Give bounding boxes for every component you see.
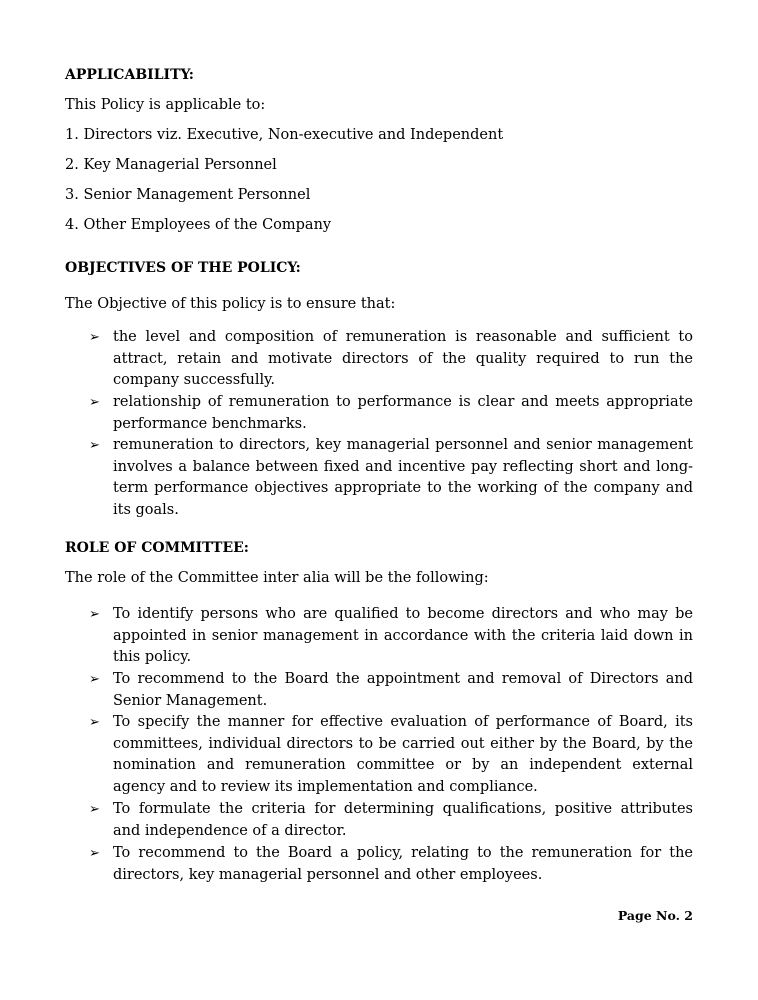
applicability-item: 4. Other Employees of the Company <box>65 217 332 233</box>
bullet-arrow-icon: ➢ <box>89 846 100 861</box>
role-bullet-text: To identify persons who are qualified to become directors and who may be appointed in senior management in accordance with the criteria laid down in this policy. <box>113 606 693 666</box>
bullet-arrow-icon: ➢ <box>89 330 100 345</box>
bullet-arrow-icon: ➢ <box>89 715 100 730</box>
objectives-heading: OBJECTIVES OF THE POLICY: <box>65 260 301 276</box>
objectives-intro: The Objective of this policy is to ensure that: <box>65 296 396 312</box>
applicability-item: 3. Senior Management Personnel <box>65 187 311 203</box>
bullet-arrow-icon: ➢ <box>89 607 100 622</box>
applicability-item: 2. Key Managerial Personnel <box>65 157 277 173</box>
applicability-heading: APPLICABILITY: <box>65 67 194 83</box>
objectives-bullet-text: relationship of remuneration to performance is clear and meets appropriate performance benchmarks. <box>113 394 693 432</box>
role-heading: ROLE OF COMMITTEE: <box>65 540 249 556</box>
role-bullet-text: To specify the manner for effective evaluation of performance of Board, its committees, individual directors to be carried out either by the Board, by the nomination and remuneration committee or by an independent external agency and to review its implementation and compliance. <box>113 714 693 796</box>
applicability-item: 1. Directors viz. Executive, Non-executive and Independent <box>65 127 504 143</box>
role-bullet-text: To formulate the criteria for determining qualifications, positive attributes and independence of a director. <box>113 801 693 839</box>
role-bullet-text: To recommend to the Board the appointment and removal of Directors and Senior Management. <box>113 671 693 709</box>
page-number: Page No. 2 <box>617 908 693 923</box>
bullet-arrow-icon: ➢ <box>89 672 100 687</box>
objectives-bullet-text: the level and composition of remuneration is reasonable and sufficient to attract, retain and motivate directors of the quality required to run the company successfully. <box>113 329 693 389</box>
role-bullet-text: To recommend to the Board a policy, relating to the remuneration for the directors, key managerial personnel and other employees. <box>113 845 693 883</box>
bullet-arrow-icon: ➢ <box>89 802 100 817</box>
bullet-arrow-icon: ➢ <box>89 395 100 410</box>
applicability-intro: This Policy is applicable to: <box>65 97 266 113</box>
objectives-bullet-text: remuneration to directors, key managerial personnel and senior management involves a balance between fixed and incentive pay reflecting short and long-term performance objectives appropriate to the working of the company and its goals. <box>113 437 693 519</box>
bullet-arrow-icon: ➢ <box>89 438 100 453</box>
role-intro: The role of the Committee inter alia will be the following: <box>65 570 489 586</box>
